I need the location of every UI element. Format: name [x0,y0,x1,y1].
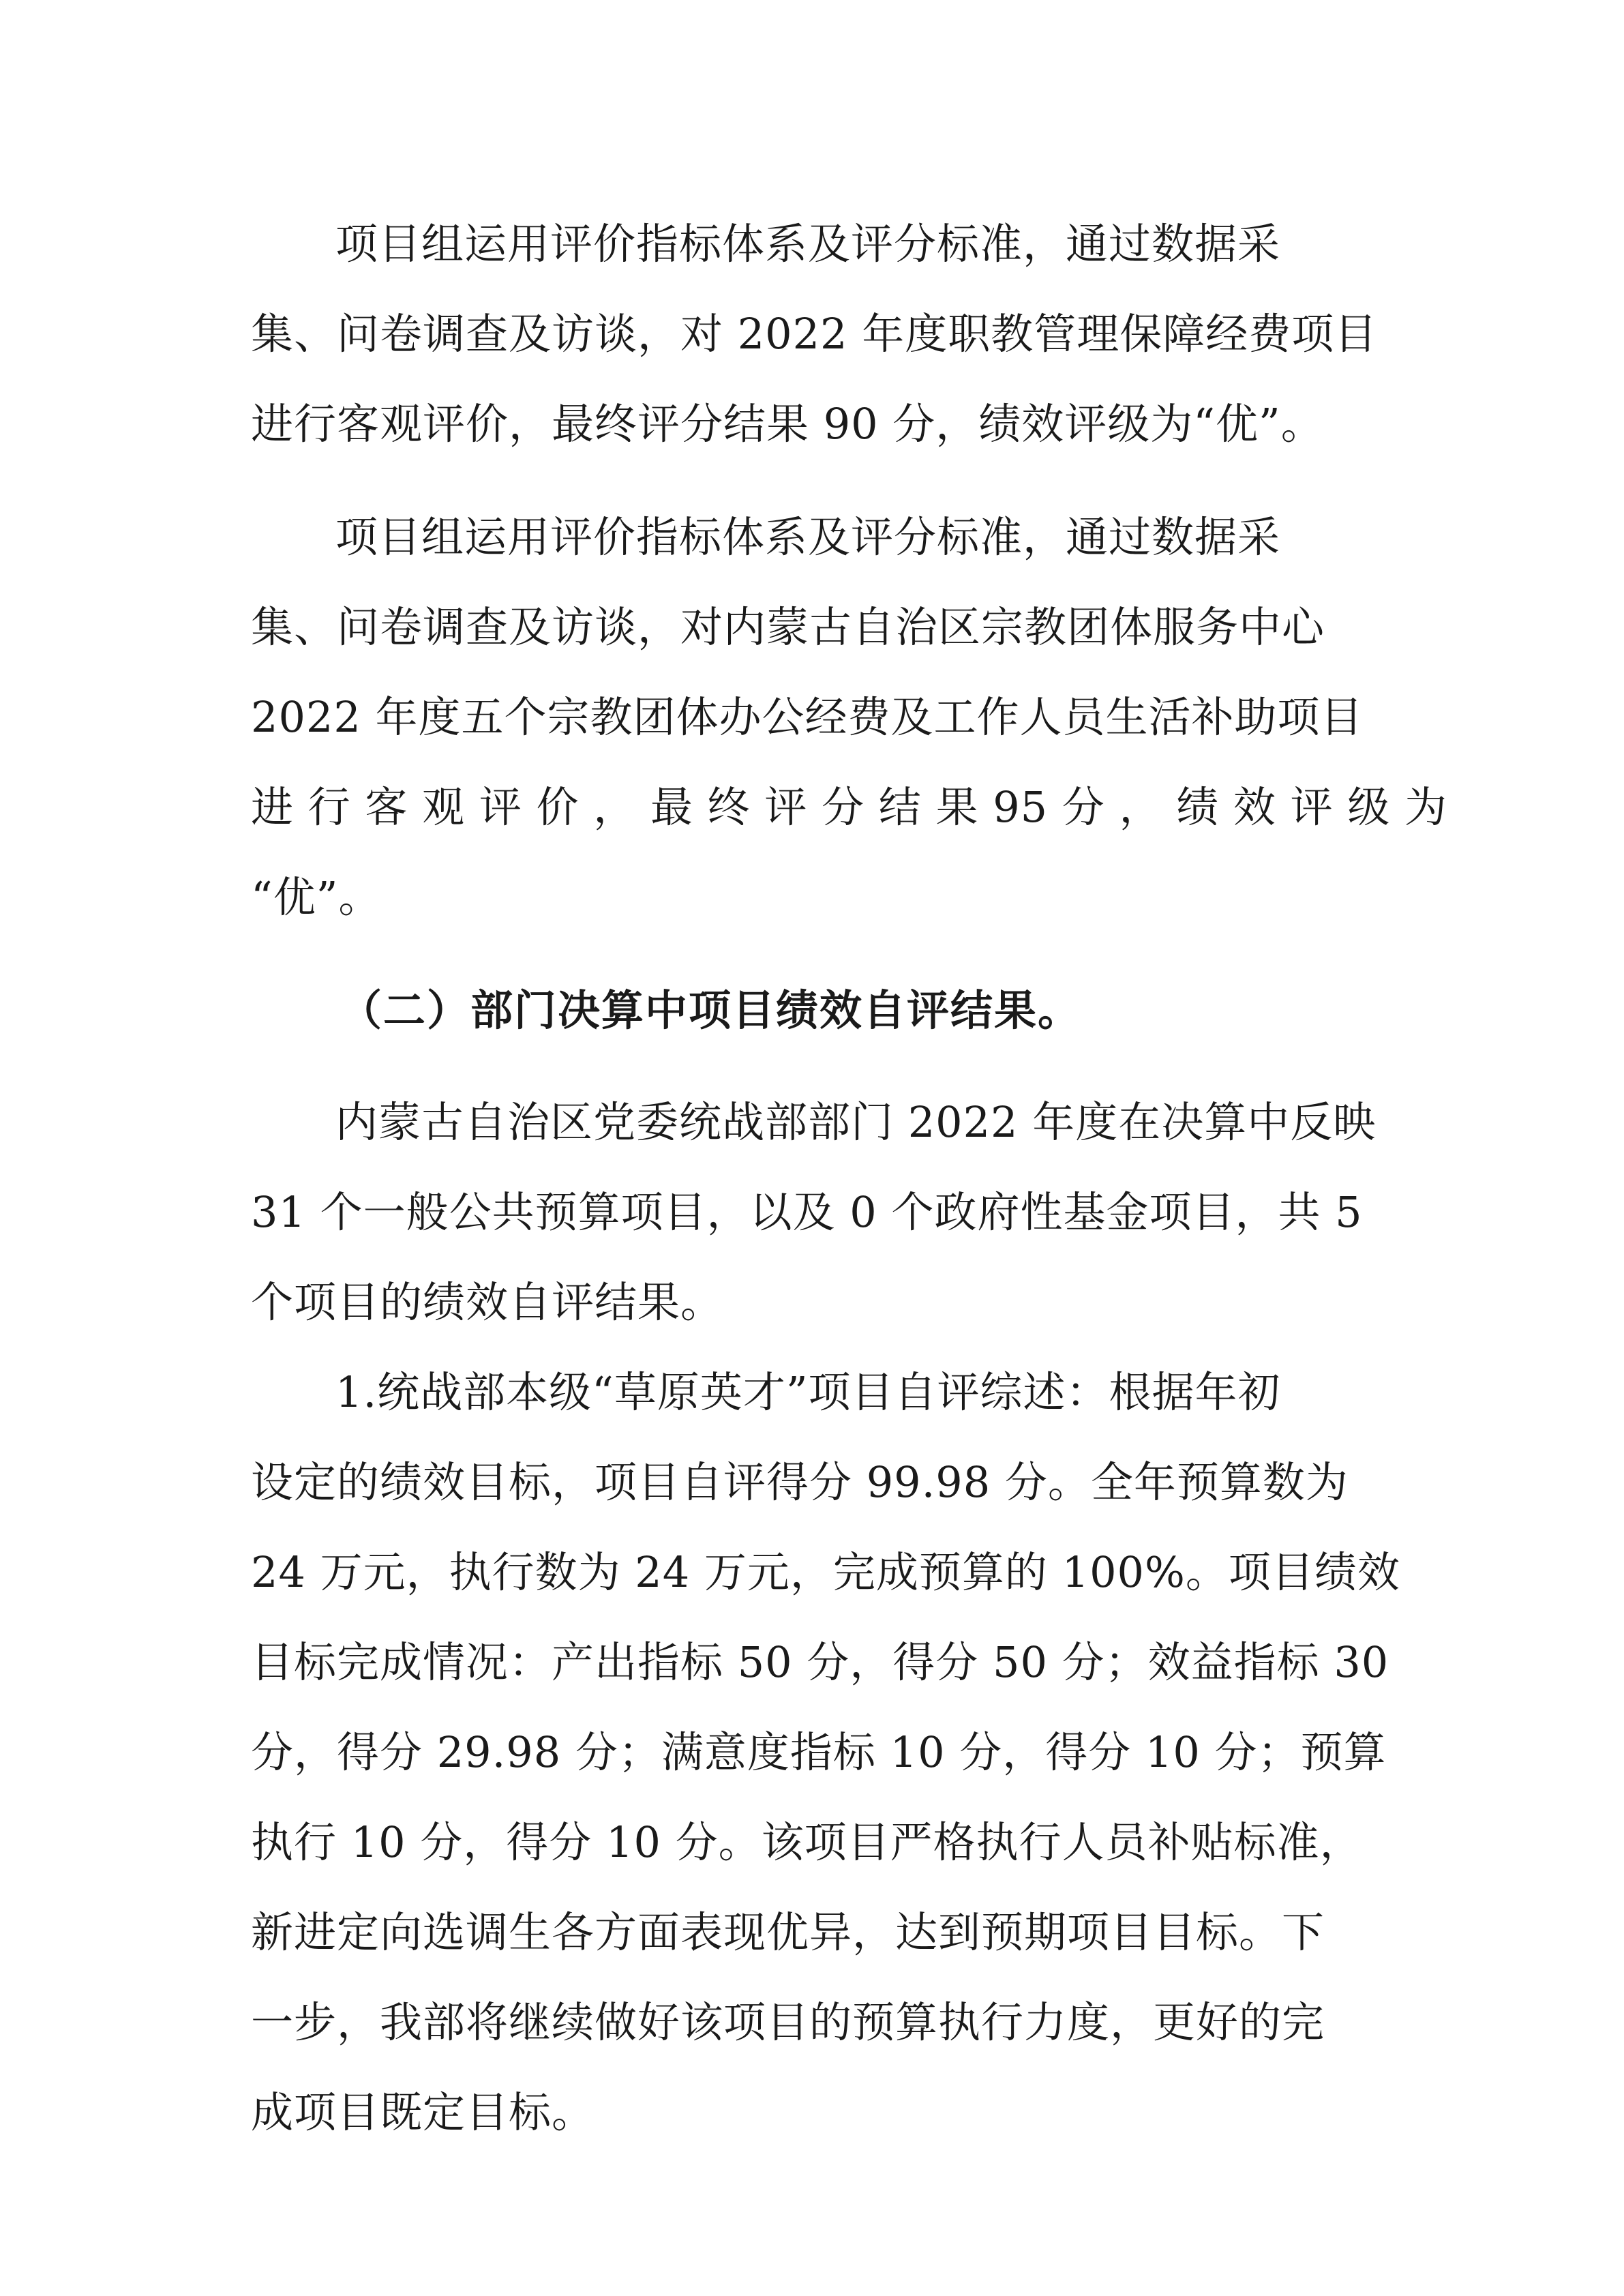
paragraph-2-line-2: 集、问卷调查及访谈，对内蒙古自治区宗教团体服务中心 [251,602,1325,652]
paragraph-4-line-1: 1.统战部本级“草原英才”项目自评综述：根据年初 [335,1367,1281,1417]
paragraph-2-line-5: “优”。 [251,872,382,922]
paragraph-1-line-2: 集、问卷调查及访谈，对 2022 年度职教管理保障经费项目 [251,309,1378,359]
paragraph-4-line-5: 分，得分 29.98 分；满意度指标 10 分，得分 10 分；预算 [251,1727,1387,1777]
section-heading: （二）部门决算中项目绩效自评结果。 [340,985,1082,1035]
paragraph-2-line-3: 2022 年度五个宗教团体办公经费及工作人员生活补助项目 [251,692,1364,742]
paragraph-4-line-6: 执行 10 分，得分 10 分。该项目严格执行人员补贴标准， [251,1817,1363,1867]
paragraph-4-line-3: 24 万元，执行数为 24 万元，完成预算的 100%。项目绩效 [251,1547,1400,1597]
paragraph-1-line-3: 进行客观评价，最终评分结果 90 分，绩效评级为“优”。 [251,399,1324,449]
paragraph-3-line-1: 内蒙古自治区党委统战部部门 2022 年度在决算中反映 [335,1097,1377,1147]
paragraph-2-line-1: 项目组运用评价指标体系及评分标准，通过数据采 [335,512,1281,562]
paragraph-4-line-9: 成项目既定目标。 [251,2087,595,2137]
paragraph-4-line-2: 设定的绩效目标，项目自评得分 99.98 分。全年预算数为 [251,1457,1349,1507]
paragraph-4-line-4: 目标完成情况：产出指标 50 分，得分 50 分；效益指标 30 [251,1637,1389,1687]
paragraph-1-line-1: 项目组运用评价指标体系及评分标准，通过数据采 [335,219,1281,269]
paragraph-3-line-3: 个项目的绩效自评结果。 [251,1277,724,1327]
paragraph-2-line-4: 进 行 客 观 评 价 ， 最 终 评 分 结 果 95 分 ， 绩 效 评 级 为 [251,782,1448,832]
paragraph-4-line-7: 新进定向选调生各方面表现优异，达到预期项目目标。下 [251,1907,1325,1957]
paragraph-4-line-8: 一步，我部将继续做好该项目的预算执行力度，更好的完 [251,1997,1325,2047]
paragraph-3-line-2: 31 个一般公共预算项目，以及 0 个政府性基金项目，共 5 [251,1187,1363,1237]
